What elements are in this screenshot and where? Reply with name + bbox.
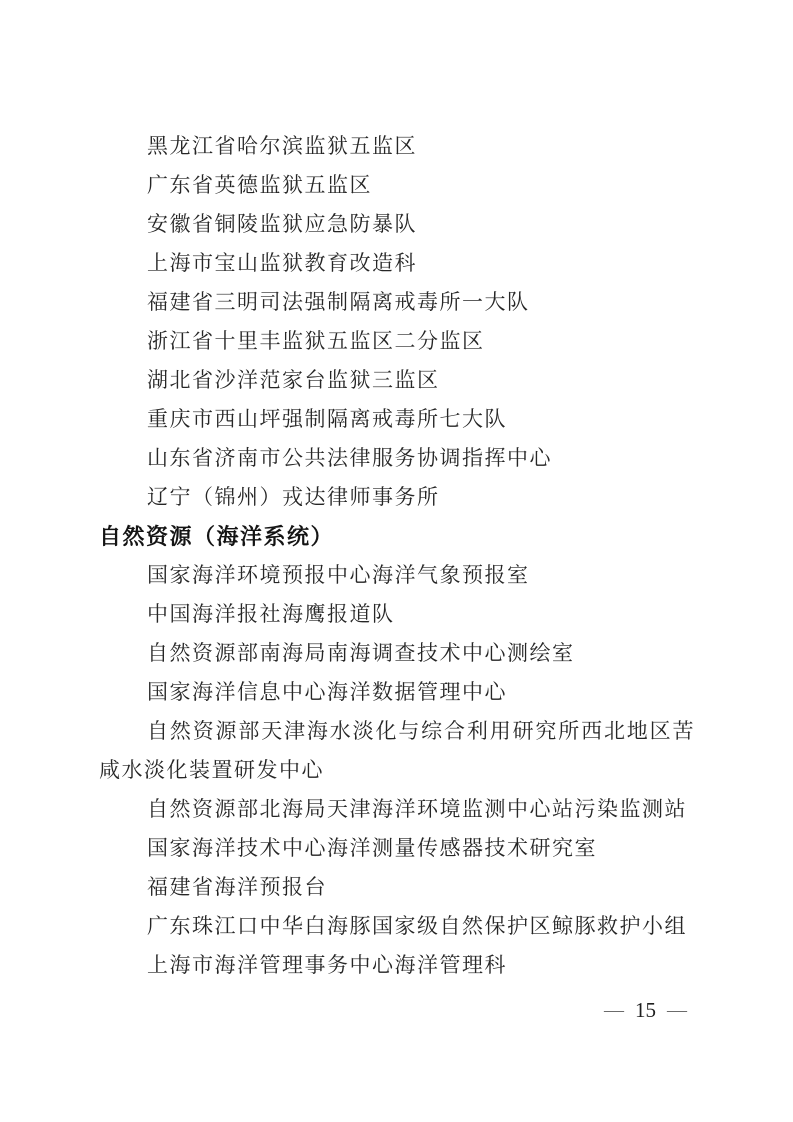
list-item: 自然资源部北海局天津海洋环境监测中心站污染监测站 [147, 797, 687, 821]
page-number-dash-left: — [604, 999, 624, 1021]
page-number: 15 [635, 998, 656, 1022]
list-item: 自然资源部南海局南海调查技术中心测绘室 [147, 641, 575, 665]
page-number-dash-right: — [667, 999, 687, 1021]
list-item: 安徽省铜陵监狱应急防暴队 [147, 212, 417, 236]
document-body [99, 127, 695, 985]
list-item: 自然资源部天津海水淡化与综合利用研究所西北地区苦咸水淡化装置研发中心 [99, 719, 695, 782]
list-item: 浙江省十里丰监狱五监区二分监区 [147, 329, 485, 353]
list-item: 国家海洋环境预报中心海洋气象预报室 [147, 563, 530, 587]
page-footer [604, 997, 687, 1023]
list-item: 福建省海洋预报台 [147, 875, 327, 899]
list-item: 上海市宝山监狱教育改造科 [147, 251, 417, 275]
list-item: 重庆市西山坪强制隔离戒毒所七大队 [147, 407, 507, 431]
list-item: 黑龙江省哈尔滨监狱五监区 [147, 134, 417, 158]
section-heading-natural-resources: 自然资源（海洋系统） [99, 524, 335, 549]
list-item: 广东省英德监狱五监区 [147, 173, 372, 197]
list-item: 上海市海洋管理事务中心海洋管理科 [147, 953, 507, 977]
list-item: 福建省三明司法强制隔离戒毒所一大队 [147, 290, 530, 314]
list-item: 国家海洋信息中心海洋数据管理中心 [147, 680, 507, 704]
list-item: 中国海洋报社海鹰报道队 [147, 602, 395, 626]
list-item: 湖北省沙洋范家台监狱三监区 [147, 368, 440, 392]
list-item: 辽宁（锦州）戎达律师事务所 [147, 485, 440, 509]
list-item: 广东珠江口中华白海豚国家级自然保护区鲸豚救护小组 [147, 914, 687, 938]
list-item: 山东省济南市公共法律服务协调指挥中心 [147, 446, 552, 470]
list-item: 国家海洋技术中心海洋测量传感器技术研究室 [147, 836, 597, 860]
